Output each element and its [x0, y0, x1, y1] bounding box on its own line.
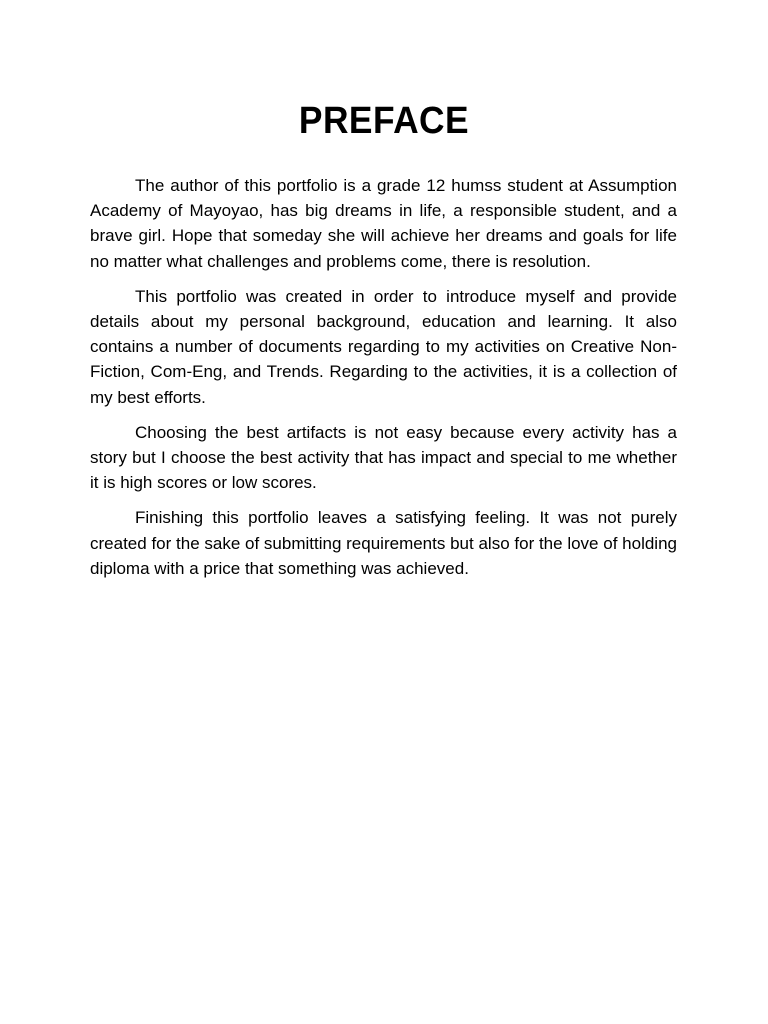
paragraph-1: The author of this portfolio is a grade 12 humss student at Assumption Academy of Mayoyao, has big dreams in life, a responsible student, and a brave girl. Hope that someday she will achieve her dreams and goals for life no matter what challenges and problems come, there is resolution. [90, 176, 677, 271]
paragraph-3: Choosing the best artifacts is not easy because every activity has a story but I choose the best activity that has impact and special to me whether it is high scores or low scores. [90, 422, 677, 493]
paragraph-4: Finishing this portfolio leaves a satisfying feeling. It was not purely created for the sake of submitting requirements but also for the love of holding diploma with a price that something was achieved. [90, 508, 677, 578]
preface-body [90, 173, 677, 591]
page-title: PREFACE [298, 100, 470, 142]
paragraph-2: This portfolio was created in order to introduce myself and provide details about my personal background, education and learning. It also contains a number of documents regarding to my activities on Creative Non-Fiction, Com-Eng, and Trends. Regarding to the activities, it is a collection of my best efforts. [90, 286, 677, 407]
